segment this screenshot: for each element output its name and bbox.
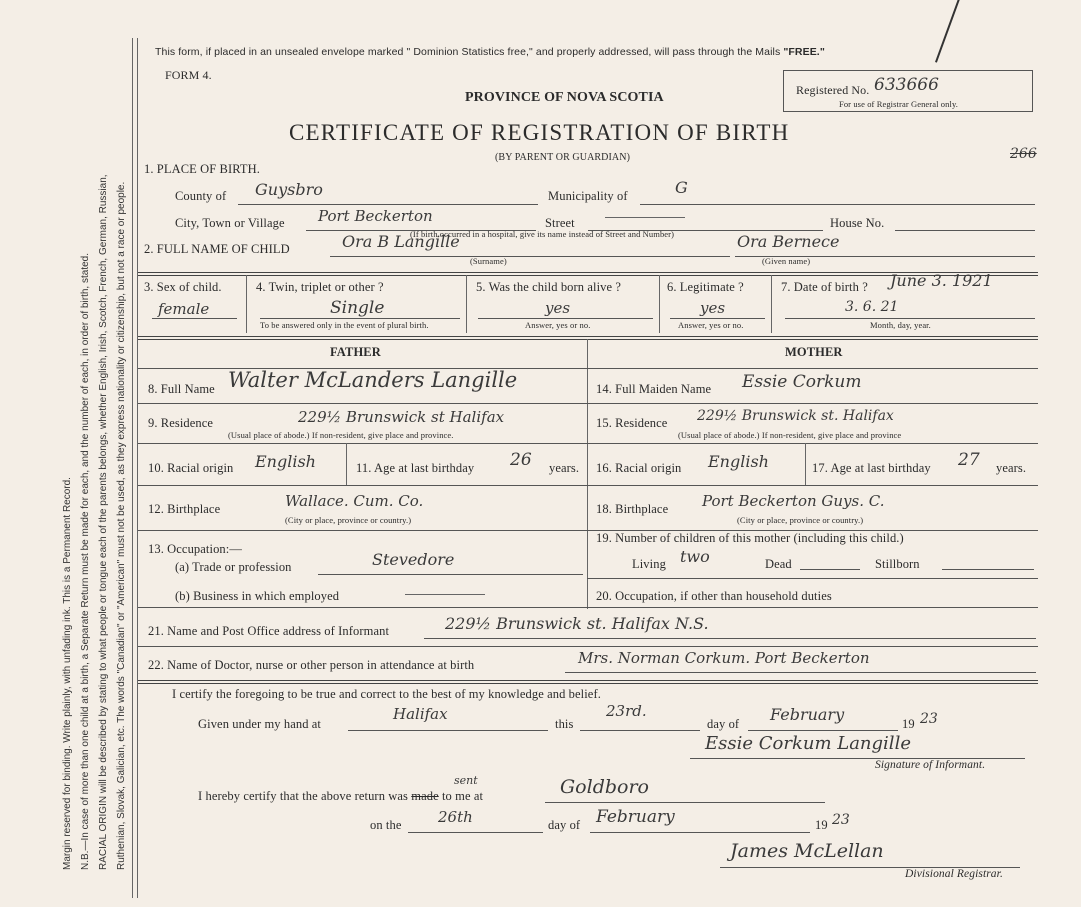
return-place-line — [545, 802, 825, 803]
signature-caption: Signature of Informant. — [875, 759, 986, 771]
mother-living-value: two — [680, 547, 710, 566]
certificate-subtitle: (BY PARENT OR GUARDIAN) — [495, 152, 630, 163]
street-label: Street — [545, 216, 575, 230]
given-place: Halifax — [393, 705, 448, 723]
mail-notice — [155, 46, 825, 58]
row-div-3 — [659, 275, 660, 333]
dob-label: 7. Date of birth ? — [781, 280, 868, 294]
return-label-pre: I hereby certify that the above return was — [198, 789, 409, 803]
house-line — [895, 230, 1035, 231]
mother-name-value: Essie Corkum — [742, 372, 862, 392]
m-rule-4 — [587, 485, 1038, 486]
mother-name-label: 14. Full Maiden Name — [596, 382, 712, 396]
father-birthplace-caption: (City or place, province or country.) — [285, 515, 412, 525]
this-label: this — [555, 717, 574, 731]
place-of-birth-label: 1. PLACE OF BIRTH. — [144, 162, 260, 176]
on-the-label: on the — [370, 818, 402, 832]
mother-age-label: 17. Age at last birthday — [812, 461, 931, 475]
margin-line-inner — [137, 38, 138, 898]
month-value: February — [770, 705, 845, 724]
return-label-post: to me at — [441, 789, 484, 803]
father-age-value: 26 — [510, 450, 532, 470]
father-heading: FATHER — [330, 345, 381, 359]
doctor-line — [565, 672, 1036, 673]
mother-birthplace-label: 18. Birthplace — [596, 502, 669, 516]
mother-birthplace-value: Port Beckerton Guys. C. — [702, 492, 885, 510]
margin-line-outer — [132, 38, 133, 898]
legit-value: yes — [700, 299, 726, 317]
m-dead-line — [800, 569, 860, 570]
twin-value: Single — [330, 298, 385, 318]
return-struck: made — [411, 789, 439, 803]
f-business-dash — [405, 594, 485, 595]
day-line — [580, 730, 700, 731]
m-rule-3 — [587, 443, 1038, 444]
father-racial-label: 10. Racial origin — [148, 461, 234, 475]
father-residence-caption: (Usual place of abode.) If non-resident, give place and province. — [228, 430, 454, 440]
row-div-2 — [466, 275, 467, 333]
municipality-label: Municipality of — [548, 189, 628, 203]
rule-22 — [138, 680, 1038, 684]
on-day-of-label: day of — [548, 818, 581, 832]
legit-label: 6. Legitimate ? — [667, 280, 744, 294]
parents-top-rule — [138, 336, 1038, 340]
rule-21 — [138, 646, 1038, 647]
dob-numeric: 3. 6. 21 — [845, 299, 899, 315]
dob-line — [785, 318, 1035, 319]
m-stillborn-line — [942, 569, 1034, 570]
registered-label: Registered No. — [796, 83, 870, 97]
return-inserted: sent — [454, 774, 478, 787]
mother-residence-caption: (Usual place of abode.) If non-resident, give place and province — [678, 430, 902, 440]
return-place: Goldboro — [560, 776, 649, 798]
m-age-divider — [805, 443, 806, 485]
day-value: 23rd. — [606, 702, 647, 720]
on-year-prefix: 19 — [815, 818, 828, 832]
row-div-1 — [246, 275, 247, 333]
mail-notice-text: This form, if placed in an unsealed envelope marked " Dominion Statistics free," and properly addressed, will pass through the Mails — [155, 46, 781, 58]
street-dash — [605, 217, 685, 218]
on-month-line — [590, 832, 810, 833]
father-birthplace-value: Wallace. Cum. Co. — [285, 492, 424, 510]
informant-line — [424, 638, 1036, 639]
alive-caption: Answer, yes or no. — [525, 320, 591, 330]
father-racial-value: English — [255, 452, 316, 471]
surname-caption: (Surname) — [470, 256, 507, 266]
alive-value: yes — [545, 299, 571, 317]
city-value: Port Beckerton — [318, 207, 433, 225]
m-rule-6 — [587, 578, 1038, 579]
sex-value: female — [158, 300, 210, 318]
alive-label: 5. Was the child born alive ? — [476, 280, 622, 294]
child-given-value: Ora Bernece — [737, 232, 840, 251]
sidebar-note-2: N.B.—In case of more than one child at a birth, a Separate Return must be made for each, and the number of each, in order of birth, stated. — [80, 252, 91, 870]
m-rule-7 — [587, 607, 1038, 608]
on-day-line — [408, 832, 543, 833]
mother-children-label: 19. Number of children of this mother (including this child.) — [596, 531, 904, 545]
m-rule-2 — [587, 403, 1038, 404]
father-trade-value: Stevedore — [372, 550, 455, 569]
day-of-label: day of — [707, 717, 740, 731]
father-business-label: (b) Business in which employed — [175, 589, 340, 603]
city-label: City, Town or Village — [175, 216, 285, 230]
registered-number: 633666 — [874, 75, 939, 95]
on-month-value: February — [596, 807, 675, 827]
certificate-title: CERTIFICATE OF REGISTRATION OF BIRTH — [289, 120, 790, 145]
given-label: Given under my hand at — [198, 717, 322, 731]
mother-heading: MOTHER — [785, 345, 843, 359]
mother-racial-label: 16. Racial origin — [596, 461, 682, 475]
house-label: House No. — [830, 216, 885, 230]
registrar-caption: Divisional Registrar. — [905, 868, 1003, 880]
sidebar-note-3: RACIAL ORIGIN will be described by stating to what people or tongue each of the parents belongs, whether English, Irish, Scotch, French, German, Russian, — [98, 174, 109, 870]
twin-label: 4. Twin, triplet or other ? — [256, 280, 384, 294]
given-caption: (Given name) — [762, 256, 811, 266]
informant-label: 21. Name and Post Office address of Informant — [148, 624, 390, 638]
f-age-divider — [346, 443, 347, 485]
mother-occupation-label: 20. Occupation, if other than household duties — [596, 589, 832, 603]
mother-living-label: Living — [632, 557, 666, 571]
informant-signature: Essie Corkum Langille — [705, 733, 911, 754]
municipality-line — [640, 204, 1035, 205]
county-label: County of — [175, 189, 227, 203]
row-div-4 — [771, 275, 772, 333]
m-rule-1 — [587, 368, 1038, 369]
mother-dead-label: Dead — [765, 557, 792, 571]
father-residence-label: 9. Residence — [148, 416, 214, 430]
father-residence-value: 229½ Brunswick st Halifax — [298, 408, 505, 426]
municipality-value: G — [675, 178, 688, 197]
corner-number: 266 — [1010, 146, 1037, 162]
father-name-label: 8. Full Name — [148, 382, 215, 396]
mother-stillborn-label: Stillborn — [875, 557, 920, 571]
mother-age-value: 27 — [958, 450, 980, 470]
month-line — [748, 730, 898, 731]
father-name-value: Walter McLanders Langille — [228, 368, 518, 392]
father-occupation-label: 13. Occupation:— — [148, 542, 242, 556]
county-line — [238, 204, 538, 205]
registrar-signature: James McLellan — [730, 840, 884, 862]
hospital-note: (If birth occurred in a hospital, give its name instead of Street and Number) — [410, 229, 675, 239]
informant-value: 229½ Brunswick st. Halifax N.S. — [445, 614, 709, 633]
county-value: Guysbro — [255, 180, 323, 199]
doctor-label: 22. Name of Doctor, nurse or other person in attendance at birth — [148, 658, 475, 672]
registrar-note: For use of Registrar General only. — [839, 99, 958, 109]
province-title: PROVINCE OF NOVA SCOTIA — [465, 90, 664, 105]
sidebar-note-4: Ruthenian, Slovak, Galician, etc. The words "Canadian" or "American" must not be used, as they express nationality or citizenship, but not a race or people. — [116, 181, 127, 870]
mother-racial-value: English — [708, 452, 769, 471]
parents-divider — [587, 339, 588, 609]
father-years: years. — [549, 461, 580, 475]
f-rule-6 — [138, 607, 587, 608]
twin-line — [260, 318, 460, 319]
alive-line — [478, 318, 653, 319]
sex-label: 3. Sex of child. — [144, 280, 222, 294]
mother-birthplace-caption: (City or place, province or country.) — [737, 515, 864, 525]
father-birthplace-label: 12. Birthplace — [148, 502, 221, 516]
f-rule-4 — [138, 485, 587, 486]
mother-years: years. — [996, 461, 1027, 475]
dob-caption: Month, day, year. — [870, 320, 931, 330]
dob-value: June 3. 1921 — [890, 271, 993, 290]
doctor-value: Mrs. Norman Corkum. Port Beckerton — [578, 649, 870, 667]
f-rule-5 — [138, 530, 587, 531]
on-year-value: 23 — [832, 812, 850, 828]
f-rule-2 — [138, 403, 587, 404]
mother-residence-label: 15. Residence — [596, 416, 668, 430]
f-rule-3 — [138, 443, 587, 444]
child-name-label: 2. FULL NAME OF CHILD — [144, 242, 290, 256]
registered-slash — [935, 0, 961, 63]
on-day-value: 26th — [438, 808, 473, 826]
given-place-line — [348, 730, 548, 731]
twin-caption: To be answered only in the event of plural birth. — [260, 320, 429, 330]
father-trade-label: (a) Trade or profession — [175, 560, 292, 574]
sex-line — [152, 318, 237, 319]
year-prefix: 19 — [902, 717, 915, 731]
surname-line — [330, 256, 730, 257]
father-age-label: 11. Age at last birthday — [356, 461, 475, 475]
certify-statement: I certify the foregoing to be true and correct to the best of my knowledge and belief. — [172, 687, 601, 701]
legit-line — [670, 318, 765, 319]
return-label — [198, 789, 483, 804]
legit-caption: Answer, yes or no. — [678, 320, 744, 330]
form-number: FORM 4. — [165, 68, 212, 82]
registered-box — [783, 70, 1033, 112]
mother-residence-value: 229½ Brunswick st. Halifax — [697, 408, 894, 424]
f-trade-line — [318, 574, 583, 575]
child-surname-value: Ora B Langille — [342, 232, 460, 251]
sidebar-note-1: Margin reserved for binding. Write plainly, with unfading ink. This is a Permanent Record. — [62, 477, 73, 870]
mail-notice-free: "FREE." — [783, 46, 825, 58]
year-value: 23 — [920, 711, 938, 727]
